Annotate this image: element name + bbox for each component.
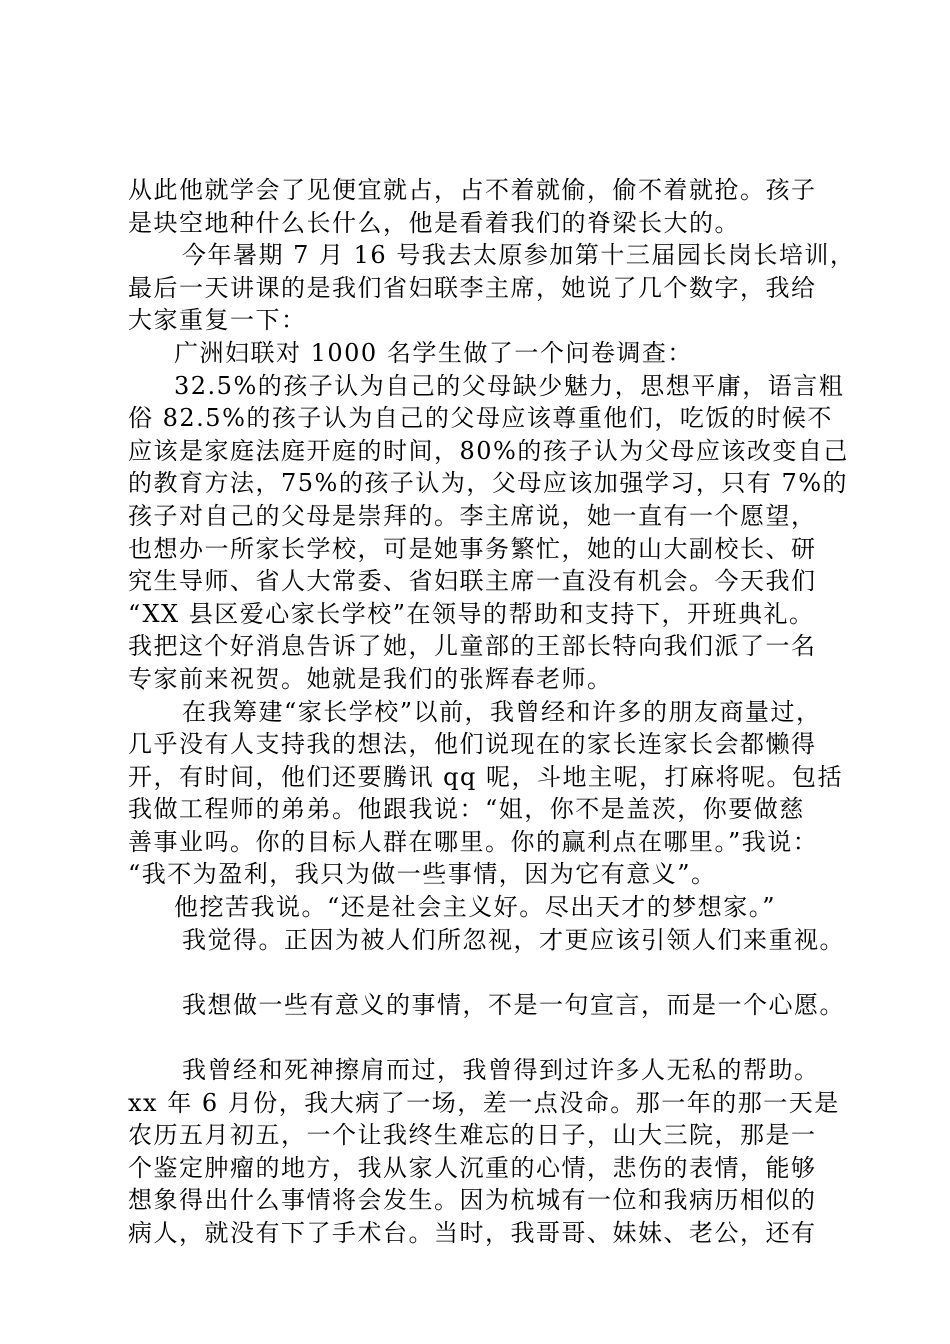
text-line-12: 也想办一所家长学校，可是她事务繁忙，她的山大副校长、研	[128, 534, 817, 563]
text-line-9: 应该是家庭法庭开庭的时间，80%的孩子认为父母应该改变自己	[128, 436, 849, 465]
text-line-11: 孩子对自己的父母是崇拜的。李主席说，她一直有一个愿望，	[128, 501, 817, 530]
text-line-19: 开，有时间，他们还要腾讯 qq 呢，斗地主呢，打麻将呢。包括	[128, 762, 843, 791]
text-line-16: 专家前来祝贺。她就是我们的张辉春老师。	[128, 664, 613, 693]
text-line-7: 32.5%的孩子认为自己的父母缺少魅力，思想平庸，语言粗	[174, 371, 845, 400]
text-line-1: 从此他就学会了见便宜就占，占不着就偷，偷不着就抢。孩子	[128, 176, 817, 204]
text-line-5: 大家重复一下：	[128, 306, 307, 335]
text-line-26: 我曾经和死神擦肩而过，我曾得到过许多人无私的帮助。	[182, 1056, 820, 1085]
text-line-15: 我把这个好消息告诉了她，儿童部的王部长特向我们派了一名	[128, 632, 817, 661]
text-line-24: 我觉得。正因为被人们所忽视，才更应该引领人们来重视。	[182, 925, 845, 954]
text-line-27: xx 年 6 月份，我大病了一场，差一点没命。那一年的那一天是	[128, 1088, 840, 1117]
text-line-28: 农历五月初五，一个让我终生难忘的日子，山大三院，那是一	[128, 1121, 817, 1150]
text-line-20: 我做工程师的弟弟。他跟我说：“姐，你不是盖茨，你要做慈	[128, 795, 805, 824]
paragraph-gap	[128, 956, 850, 989]
text-line-4: 最后一天讲课的是我们省妇联李主席，她说了几个数字，我给	[128, 273, 817, 302]
text-line-18: 几乎没有人支持我的想法，他们说现在的家长连家长会都懒得	[128, 730, 817, 759]
text-line-22: “我不为盈利，我只为做一些事情，因为它有意义”。	[128, 860, 717, 889]
text-line-3: 今年暑期 7 月 16 号我去太原参加第十三届园长岗长培训，	[182, 241, 856, 270]
paragraph-gap	[128, 1021, 850, 1054]
text-line-25: 我想做一些有意义的事情，不是一句宣言，而是一个心愿。	[182, 990, 845, 1019]
text-line-8: 俗 82.5%的孩子认为自己的父母应该尊重他们，吃饭的时候不	[128, 404, 833, 433]
text-line-6: 广洲妇联对 1000 名学生做了一个问卷调查：	[174, 338, 693, 367]
text-line-30: 想象得出什么事情将会发生。因为杭城有一位和我病历相似的	[128, 1186, 817, 1215]
text-line-21: 善事业吗。你的目标人群在哪里。你的赢利点在哪里。”我说：	[128, 827, 819, 856]
text-line-14: “XX 县区爱心家长学校”在领导的帮助和支持下，开班典礼。	[128, 599, 815, 628]
text-line-31: 病人，就没有下了手术台。当时，我哥哥、妹妹、老公，还有	[128, 1219, 817, 1247]
text-line-17: 在我筹建“家长学校”以前，我曾经和许多的朋友商量过，	[182, 697, 822, 726]
text-line-13: 究生导师、省人大常委、省妇联主席一直没有机会。今天我们	[128, 567, 817, 596]
body-text	[128, 174, 856, 1250]
text-line-10: 的教育方法，75%的孩子认为，父母应该加强学习，只有 7%的	[128, 469, 849, 498]
text-line-29: 个鉴定肿瘤的地方，我从家人沉重的心情，悲伤的表情，能够	[128, 1153, 817, 1182]
text-line-2: 是块空地种什么长什么，他是看着我们的脊梁长大的。	[128, 208, 740, 237]
text-line-23: 他挖苦我说。“还是社会主义好。尽出天才的梦想家。”	[174, 893, 777, 922]
